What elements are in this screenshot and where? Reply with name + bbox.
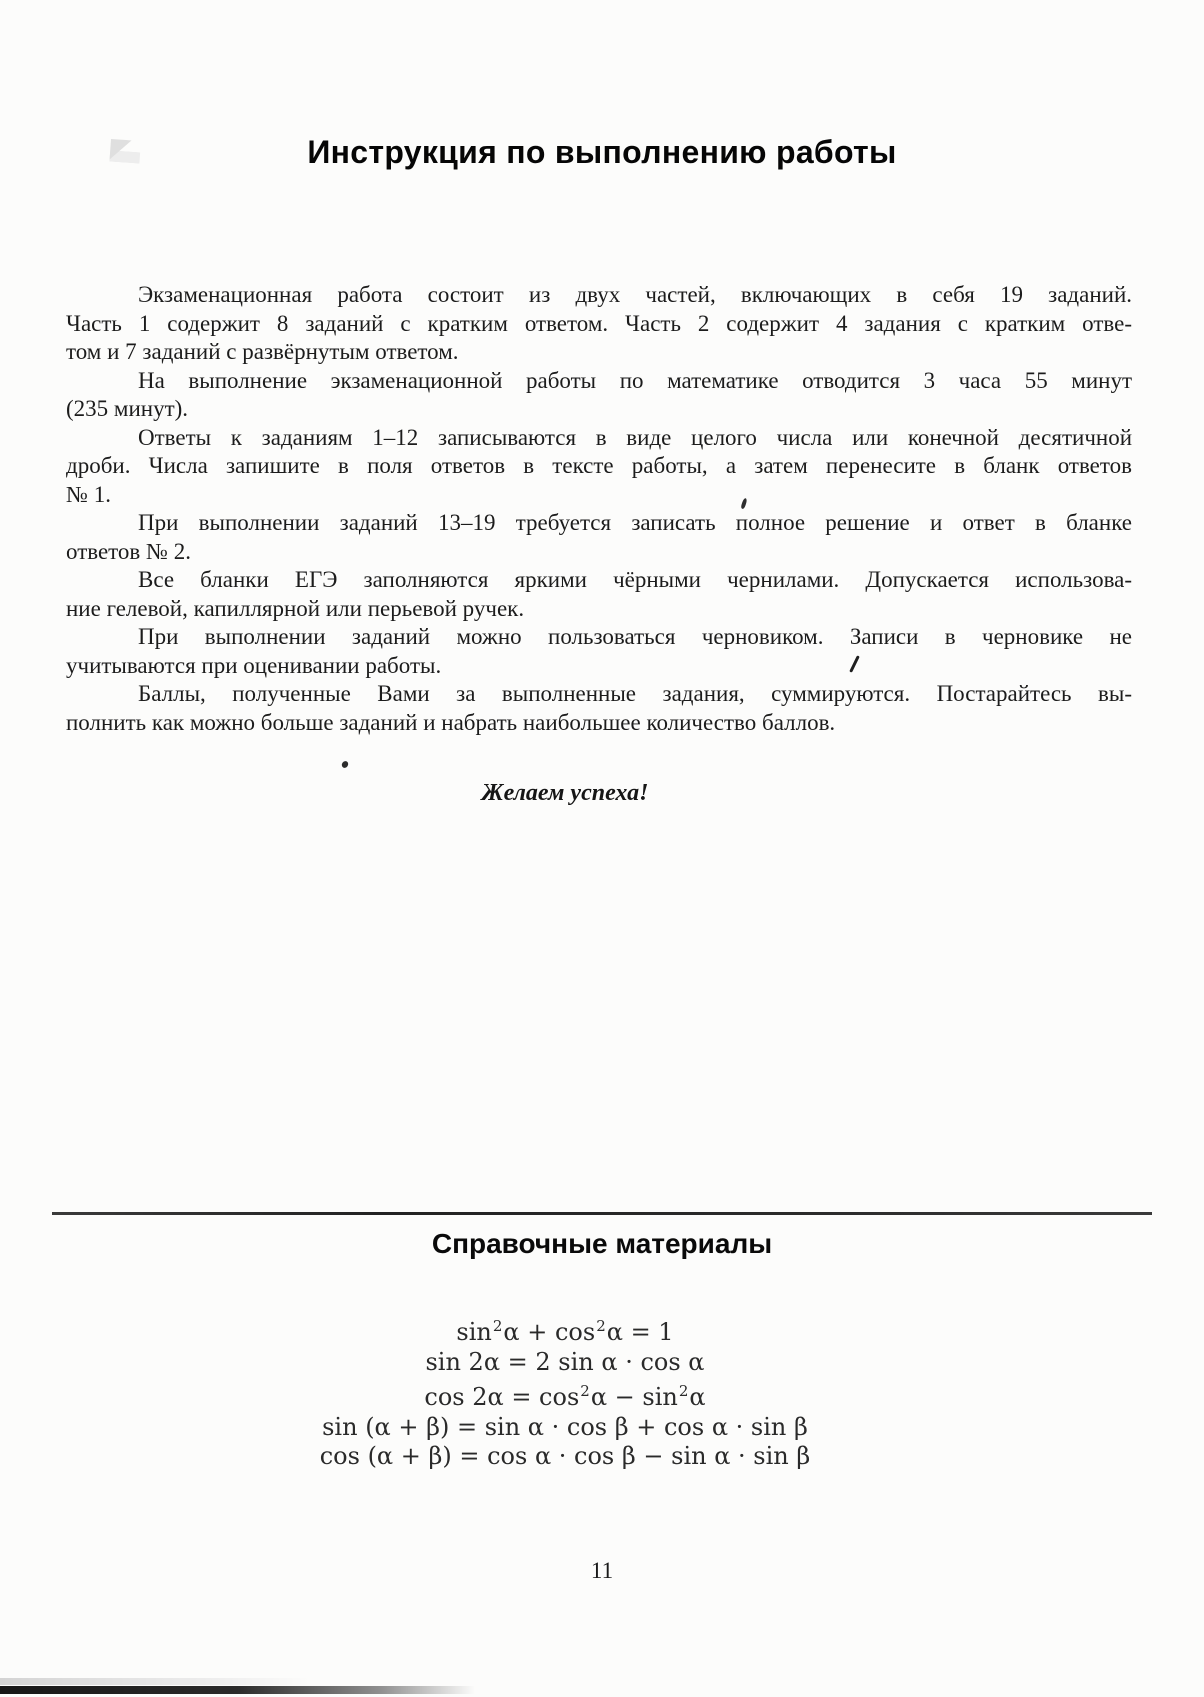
paragraph-line: (235 минут). [66,396,189,421]
instruction-paragraphs [66,281,1132,737]
paragraph-line: ние гелевой, капиллярной или перьевой ручек. [66,595,525,621]
paragraph [66,281,1132,367]
paragraph-line: Часть 1 содержит 8 заданий с кратким ответом. Часть 2 содержит 4 задания с кратким отве- [66,310,1132,336]
paragraph-line: Экзаменационная работа состоит из двух частей, включающих в себя 19 заданий. [138,282,1132,307]
paragraph-line: Ответы к заданиям 1–12 записываются в виде целого числа или конечной десятичной [138,424,1132,450]
paragraph-line: При выполнении заданий можно пользоваться черновиком. Записи в черновике не [138,624,1132,649]
closing-wish: Желаем успеха! [481,780,649,806]
paragraph-line: № 1. [66,481,111,507]
paragraph [66,623,1132,680]
formula: sin (α + β) = sin α · cos β + cos α · sin β [322,1412,808,1441]
section-divider [52,1212,1152,1215]
paragraph-line: На выполнение экзаменационной работы по математике отводится 3 часа 55 минут [138,367,1132,393]
scan-dot [341,760,350,769]
formula: $\cos 2\alpha = \cos^2\alpha - \sin^2\alpha$ [424,1382,706,1411]
paragraph [66,509,1132,566]
paragraph-line: учитываются при оценивании работы. [66,652,442,678]
paragraph [66,566,1132,623]
formula: sin 2α = 2 sin α · cos α [425,1347,705,1376]
reference-heading: Справочные материалы [431,1228,773,1259]
paragraph [66,424,1132,510]
paragraph-line: полнить как можно больше заданий и набрать наибольшее количество баллов. [66,709,836,735]
scan-edge-shadow [0,1686,475,1694]
paragraph-line: Баллы, полученные Вами за выполненные задания, суммируются. Постарайтесь вы- [138,681,1132,706]
paragraph [66,680,1132,737]
formula-list [0,1312,1130,1472]
formula: cos (α + β) = cos α · cos β − sin α · sin β [319,1442,811,1470]
paragraph-line: том и 7 заданий с развёрнутым ответом. [66,339,459,364]
page-number: 11 [590,1558,614,1583]
scan-edge-shadow-light [0,1678,310,1685]
paragraph-line: дроби. Числа запишите в поля ответов в тексте работы, а затем перенесите в бланк ответов [66,453,1132,478]
paragraph-line: ответов № 2. [66,538,191,564]
paragraph-line: Все бланки ЕГЭ заполняются яркими чёрными чернилами. Допускается использова- [138,567,1132,592]
paragraph-line: При выполнении заданий 13–19 требуется записать полное решение и ответ в бланке [138,510,1132,535]
paragraph [66,367,1132,424]
page-title: Инструкция по выполнению работы [307,134,897,170]
formula: $\sin^2\alpha + \cos^2\alpha = 1$ [456,1317,674,1346]
